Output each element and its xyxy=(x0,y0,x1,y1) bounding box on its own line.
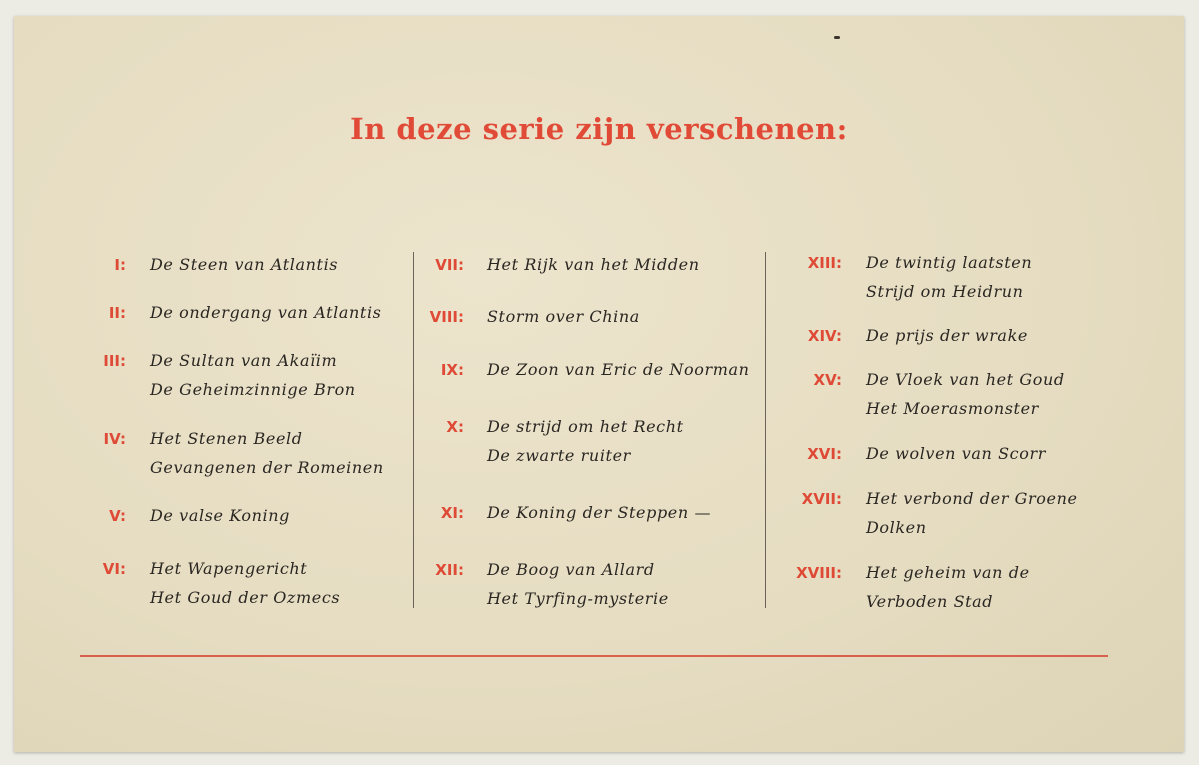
volume-number: VI: xyxy=(102,560,126,578)
volume-title: Het Rijk van het Midden xyxy=(487,255,700,274)
column-divider-2 xyxy=(765,252,766,608)
volume-number: IV: xyxy=(103,430,126,448)
volume-number: X: xyxy=(446,418,464,436)
volume-title: De Geheimzinnige Bron xyxy=(150,380,356,399)
volume-titles xyxy=(866,321,1028,350)
volume-titles xyxy=(150,250,338,279)
volume-title: De Vloek van het Goud xyxy=(866,370,1065,389)
volume-number: XVIII: xyxy=(796,564,842,582)
volume-number: I: xyxy=(114,256,126,274)
volume-title: De Zoon van Eric de Noorman xyxy=(487,360,750,379)
volume-number: XVII: xyxy=(801,490,842,508)
volume-title: De strijd om het Recht xyxy=(487,417,684,436)
volume-title: Het Tyrfing-mysterie xyxy=(487,589,669,608)
volume-titles xyxy=(150,554,340,612)
volume-titles xyxy=(487,498,711,527)
volume-number: VII: xyxy=(435,256,464,274)
volume-number: XIV: xyxy=(807,327,842,345)
volume-number: XI: xyxy=(440,504,464,522)
volume-titles xyxy=(487,250,700,279)
volume-title: Het Goud der Ozmecs xyxy=(150,588,341,607)
volume-title: Het geheim van de xyxy=(866,563,1030,582)
ink-spot xyxy=(834,36,840,39)
volume-titles xyxy=(487,412,684,470)
volume-number: V: xyxy=(109,507,126,525)
volume-title: Storm over China xyxy=(487,307,640,326)
volume-title: De Sultan van Akaïim xyxy=(150,351,338,370)
volume-titles xyxy=(866,439,1046,468)
volume-title: De wolven van Scorr xyxy=(866,444,1046,463)
volume-number: XV: xyxy=(813,371,842,389)
volume-title: Het Wapengericht xyxy=(150,559,308,578)
volume-titles xyxy=(150,346,356,404)
volume-number: II: xyxy=(108,304,126,322)
volume-titles xyxy=(150,501,290,530)
volume-titles xyxy=(866,365,1065,423)
volume-title: De twintig laatsten xyxy=(866,253,1033,272)
volume-title: Gevangenen der Romeinen xyxy=(150,458,384,477)
volume-title: Het Stenen Beeld xyxy=(150,429,303,448)
volume-title: De prijs der wrake xyxy=(866,326,1028,345)
volume-number: XIII: xyxy=(807,254,842,272)
back-cover xyxy=(14,16,1184,752)
volume-titles xyxy=(487,302,640,331)
volume-title: Het verbond der Groene xyxy=(866,489,1078,508)
volume-titles xyxy=(487,355,750,384)
volume-number: VIII: xyxy=(429,308,464,326)
volume-title: Het Moerasmonster xyxy=(866,399,1039,418)
volume-titles xyxy=(866,248,1032,306)
volume-title: De ondergang van Atlantis xyxy=(150,303,382,322)
volume-title: De zwarte ruiter xyxy=(487,446,631,465)
volume-title: Strijd om Heidrun xyxy=(866,282,1024,301)
volume-number: XII: xyxy=(435,561,464,579)
volume-title: De Boog van Allard xyxy=(487,560,655,579)
volume-title: Verboden Stad xyxy=(866,592,994,611)
volume-title: De valse Koning xyxy=(150,506,290,525)
volume-titles xyxy=(866,484,1078,542)
volume-title: De Steen van Atlantis xyxy=(150,255,339,274)
volume-title: Dolken xyxy=(866,518,927,537)
volume-number: XVI: xyxy=(807,445,842,463)
volume-titles xyxy=(487,555,669,613)
volume-number: III: xyxy=(103,352,126,370)
series-heading: In deze serie zijn verschenen: xyxy=(350,112,848,146)
bottom-rule xyxy=(80,655,1108,657)
volume-title: De Koning der Steppen — xyxy=(487,503,712,522)
volume-titles xyxy=(866,558,1030,616)
volume-number: IX: xyxy=(440,361,464,379)
